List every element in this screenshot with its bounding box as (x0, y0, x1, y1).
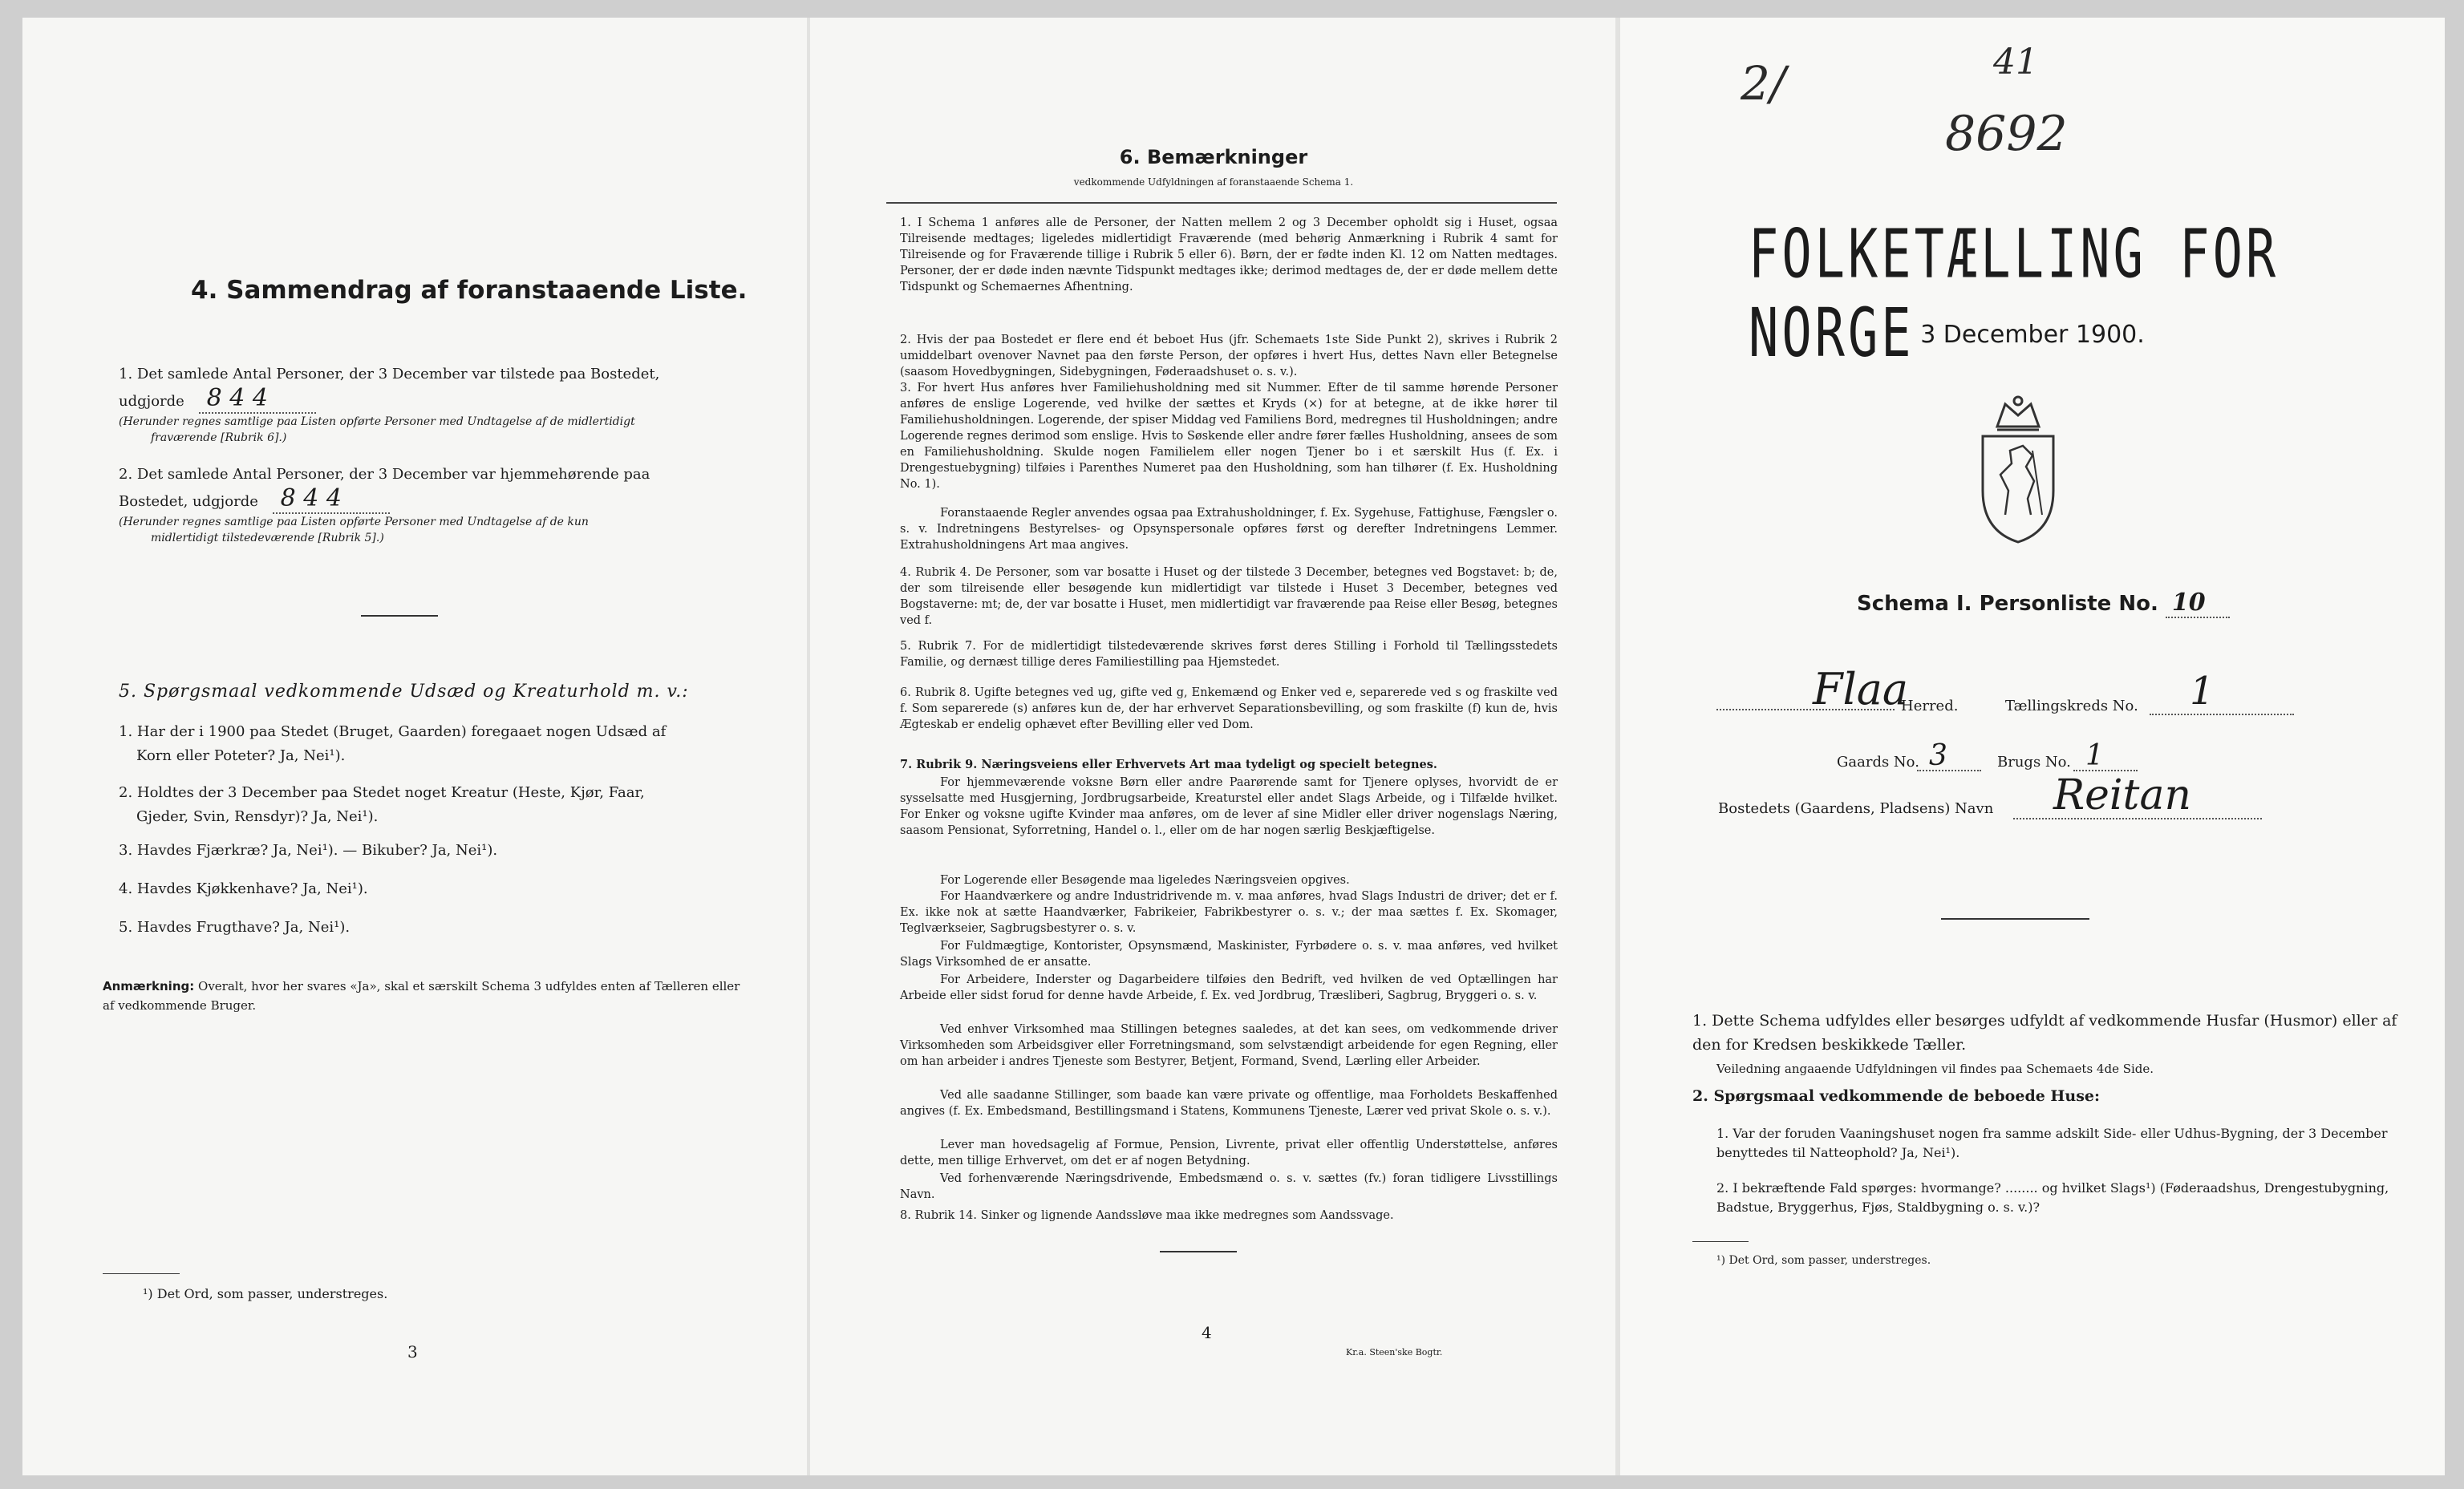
house-question-2: 2. I bekræftende Fald spørges: hvormange? ........ og hvilket Slags¹) (Føderaadshus, Drengestubygning, Badstue, Bryggerhus, Fjøs, Staldbygning o. s. v.)? (1716, 1180, 2389, 1215)
brugs-value: 1 (2085, 739, 2104, 772)
instruction-1: 1. Dette Schema udfyldes eller besørges udfyldt af vedkommende Husfar (Husmor) eller af den for Kredsen beskikkede Tæller. Veiledning angaaende Udfyldningen vil findes paa Schemaets 4de Side. (1692, 1012, 2397, 1076)
footnote: ¹) Det Ord, som passer, understreges. (143, 1286, 388, 1301)
present-count-handwritten: 8 4 4 (199, 384, 316, 414)
remarks-heading: 6. Bemærkninger (1119, 146, 1308, 168)
remark-5: 5. Rubrik 7. For de midlertidigt tilstedeværende skrives først deres Stilling i Forhold til Tællingsstedets Familie, og dernæst tillige deres Familiestilling paa Hjemstedet. (900, 640, 1558, 669)
resident-count-handwritten: 8 4 4 (273, 484, 390, 514)
remark-3: 3. For hvert Hus anføres hver Familiehusholdning med sit Nummer. Efter de til samme hørende Personer anføres de enslige Logerende, ved hvilke der sættes et Kryds (×) for at betegne, at de ikke hører til Familiehusholdningen. Logerende, der spiser Middag ved Familiens Bord, medregnes til Husholdningen; andre Logerende regnes derimod som enslige. Hvis to Søskende eller andre fører fælles Husholdning, ansees de som en Familiehusholdning. Skulde nogen Familielem eller nogen Tjener bo i et særskilt Hus (f. Ex. i Drengestuebygning) tilføies i Parenthes Numeret paa den Husholdning, som han tilhører (f. Ex. Husholdning No. 1). (900, 382, 1558, 491)
question-5: 5. Havdes Frugthave? Ja, Nei¹). (119, 919, 351, 936)
remark-2: 2. Hvis der paa Bostedet er flere end ét beboet Hus (jfr. Schemaets 1ste Side Punkt 2), skrives i Rubrik 2 umiddelbart ovenover Navnet paa den første Person, der opføres i hvert Hus, dettes Navn eller Betegnelse (saasom Hovedbygningen, Sidebygningen, Føderaadshuset o. s. v.). (900, 334, 1558, 378)
bosted-label: Bostedets (Gaardens, Pladsens) Navn (1718, 800, 1994, 817)
document-title: FOLKETÆLLING FOR NORGE (1749, 214, 2280, 373)
printer-imprint: Kr.a. Steen'ske Bogtr. (1346, 1347, 1443, 1357)
remark-7g: Ved enhver Virksomhed maa Stillingen betegnes saaledes, at det kan sees, om vedkommende driver Virksomheden som Arbeidsgiver eller Forretningsmand, som selvstændigt arbeidende for egen Regning, eller om han arbeider i andres Tjeneste som Bestyrer, Betjent, Formand, Svend, Lærling eller Arbeider. (900, 1023, 1558, 1068)
remark-4: 4. Rubrik 4. De Personer, som var bosatte i Huset og der tilstede 3 December, betegnes ved Bogstavet: b; de, der som tilreisende eller besøgende kun midlertidigt var tilstede i Huset 3 December, betegnes ved Bogstaverne: mt; de, der var bosatte i Huset, men midlertidigt var fraværende paa Reise eller Besøg, betegnes ved f. (900, 566, 1558, 627)
kreds-label: Tællingskreds No. (2005, 698, 2138, 714)
herred-value: Flaa (1813, 664, 1909, 714)
brugs-label: Brugs No. (1997, 754, 2071, 771)
coat-of-arms-icon (1973, 395, 2063, 545)
question-4: 4. Havdes Kjøkkenhave? Ja, Nei¹). (119, 880, 368, 897)
handwritten-archive-number: 8692 (1945, 106, 2068, 162)
personliste-number: 10 (2166, 589, 2230, 618)
page-3 (22, 18, 807, 1475)
footnote: ¹) Det Ord, som passer, understreges. (1716, 1254, 1931, 1267)
handwritten-mark-right: 41 (1993, 42, 2038, 83)
remarks-subheading: vedkommende Udfyldningen af foranstaaende Schema 1. (1073, 176, 1354, 188)
ornament-rule (1941, 918, 2089, 920)
page-4 (810, 18, 1617, 1475)
remark-7j: Ved forhenværende Næringsdrivende, Embedsmænd o. s. v. sættes (fv.) foran tidligere Livsstillings Navn. (900, 1172, 1558, 1201)
page-1-cover (1620, 18, 2445, 1475)
house-question-1: 1. Var der foruden Vaaningshuset nogen fra samme adskilt Side- eller Udhus-Bygning, der 3 December benyttedes til Natteophold? Ja, Nei¹). (1716, 1126, 2388, 1160)
summary-item-2: 2. Det samlede Antal Personer, der 3 December var hjemmehørende paa Bostedet, udgjorde 8 4 4 (Herunder regnes samtlige paa Listen opførte Personer med Undtagelse af de kun midlertidigt tilstedeværende [Rubrik 5].) (119, 466, 650, 544)
remark-7h: Ved alle saadanne Stillinger, som baade kan være private og offentlige, maa Forholdets Beskaffenhed angives (f. Ex. Embedsmand, Bestillingsmand i Statens, Kommunens Tjeneste, Lærer ved privat Skole o. s. v.). (900, 1089, 1558, 1118)
summary-item-1: 1. Det samlede Antal Personer, der 3 December var tilstede paa Bostedet, udgjorde 8 4 4 (Herunder regnes samtlige paa Listen opførte Personer med Undtagelse af de midlertidigt fraværende [Rubrik 6].) (119, 366, 660, 444)
summary-heading: 4. Sammendrag af foranstaaende Liste. (191, 276, 748, 305)
remark-7c: For Logerende eller Besøgende maa ligeledes Næringsveien opgives. (940, 874, 1350, 887)
remark-1: 1. I Schema 1 anføres alle de Personer, der Natten mellem 2 og 3 December opholdt sig i Huset, ogsaa Tilreisende medtages; ligeledes midlertidigt Fraværende (med behørig Anmærkning i Rubrik 4 samt for Tilreisende og for Fraværende tillige i Rubrik 5 eller 6). Børn, der er fødte inden Kl. 12 om Natten medtages. Personer, der er døde inden nævnte Tidspunkt medtages ikke; derimod medtages de, der er døde mellem dette Tidspunkt og Schemaernes Afhentning. (900, 216, 1558, 293)
remark: Anmærkning: Overalt, hvor her svares «Ja», skal et særskilt Schema 3 udfyldes enten af Tælleren eller af vedkommende Bruger. (103, 979, 740, 1013)
remark-7e: For Fuldmægtige, Kontorister, Opsynsmænd, Maskinister, Fyrbødere o. s. v. maa anføres, ved hvilket Slags Virksomhed de er ansatte. (900, 940, 1558, 969)
question-3: 3. Havdes Fjærkræ? Ja, Nei¹). — Bikuber? Ja, Nei¹). (119, 842, 498, 859)
footnote-rule (1692, 1241, 1749, 1242)
remark-3b: Foranstaaende Regler anvendes ogsaa paa Extrahusholdninger, f. Ex. Sygehuse, Fattighuse, Fængsler o. s. v. Indretningens Bestyrelses- og Opsynspersonale opføres først og derefter Indretningens Lemmer. Extrahusholdningens Art maa angives. (900, 507, 1558, 552)
divider (1160, 1251, 1237, 1252)
remark-7b: For hjemmeværende voksne Børn eller andre Paarørende samt for Tjenere oplyses, hvorvidt de er sysselsatte med Husgjerning, Jordbrugsarbeide, Kreaturstel eller andet Slags Arbeide, og i Tilfælde hvilket. For Enker og voksne ugifte Kvinder maa anføres, om de lever af sine Midler eller driver nogenslags Næring, saasom Pensionat, Syforretning, Handel o. l., eller om de har nogen særlig Beskjæftigelse. (900, 776, 1558, 837)
gaards-value: 3 (1929, 739, 1947, 772)
page-number: 4 (1202, 1323, 1212, 1342)
schema-label: Schema I. Personliste No. 10 (1857, 589, 2230, 617)
remarks-rule (886, 202, 1557, 204)
instruction-2: 2. Spørgsmaal vedkommende de beboede Huse: (1692, 1087, 2100, 1105)
remark-6: 6. Rubrik 8. Ugifte betegnes ved ug, gifte ved g, Enkemænd og Enker ved e, separerede ved s og fraskilte ved f. Som separerede (s) anføres kun de, der har erhvervet Separationsbevilling, og som fraskilte (f) kun de, hvis Ægteskab er endelig ophævet efter Bevilling eller ved Dom. (900, 686, 1558, 731)
remark-7i: Lever man hovedsagelig af Formue, Pension, Livrente, privat eller offentlig Understøttelse, anføres dette, men tillige Erhvervet, om det er af nogen Betydning. (900, 1139, 1558, 1167)
remark-8: 8. Rubrik 14. Sinker og lignende Aandssløve maa ikke medregnes som Aandssvage. (900, 1209, 1394, 1222)
divider (361, 615, 438, 617)
census-date: 3 December 1900. (1920, 321, 2145, 349)
remark-7f: For Arbeidere, Inderster og Dagarbeidere tilføies den Bedrift, ved hvilken de ved Optællingen har Arbeide eller sidst forud for denne havde Arbeide, f. Ex. ved Jordbrug, Træsliberi, Sagbrug, Bryggeri o. s. v. (900, 973, 1558, 1002)
footnote-rule (103, 1273, 180, 1274)
remark-7d: For Haandværkere og andre Industridrivende m. v. maa anføres, hvad Slags Industri de driver; det er f. Ex. ikke nok at sætte Haandværker, Fabrikeier, Fabrikbestyrer o. s. v.; der maa sættes f. Ex. Skomager, Teglværkseier, Sagbrugsbestyrer o. s. v. (900, 890, 1558, 935)
gaards-label: Gaards No. (1837, 754, 1919, 771)
question-1: 1. Har der i 1900 paa Stedet (Bruget, Gaarden) foregaaet nogen Udsæd af Korn eller Poteter? Ja, Nei¹). (119, 723, 667, 764)
section-5-heading: 5. Spørgsmaal vedkommende Udsæd og Kreaturhold m. v.: (119, 682, 689, 702)
bosted-value: Reitan (2053, 771, 2191, 819)
remark-7: 7. Rubrik 9. Næringsveiens eller Erhvervets Art maa tydeligt og specielt betegnes. (900, 758, 1437, 771)
kreds-value: 1 (2190, 669, 2215, 714)
handwritten-mark-left: 2/ (1741, 56, 1786, 111)
herred-label: Herred. (1901, 698, 1959, 714)
question-2: 2. Holdtes der 3 December paa Stedet noget Kreatur (Heste, Kjør, Faar, Gjeder, Svin, Rensdyr)? Ja, Nei¹). (119, 784, 645, 825)
page-number: 3 (407, 1342, 418, 1362)
